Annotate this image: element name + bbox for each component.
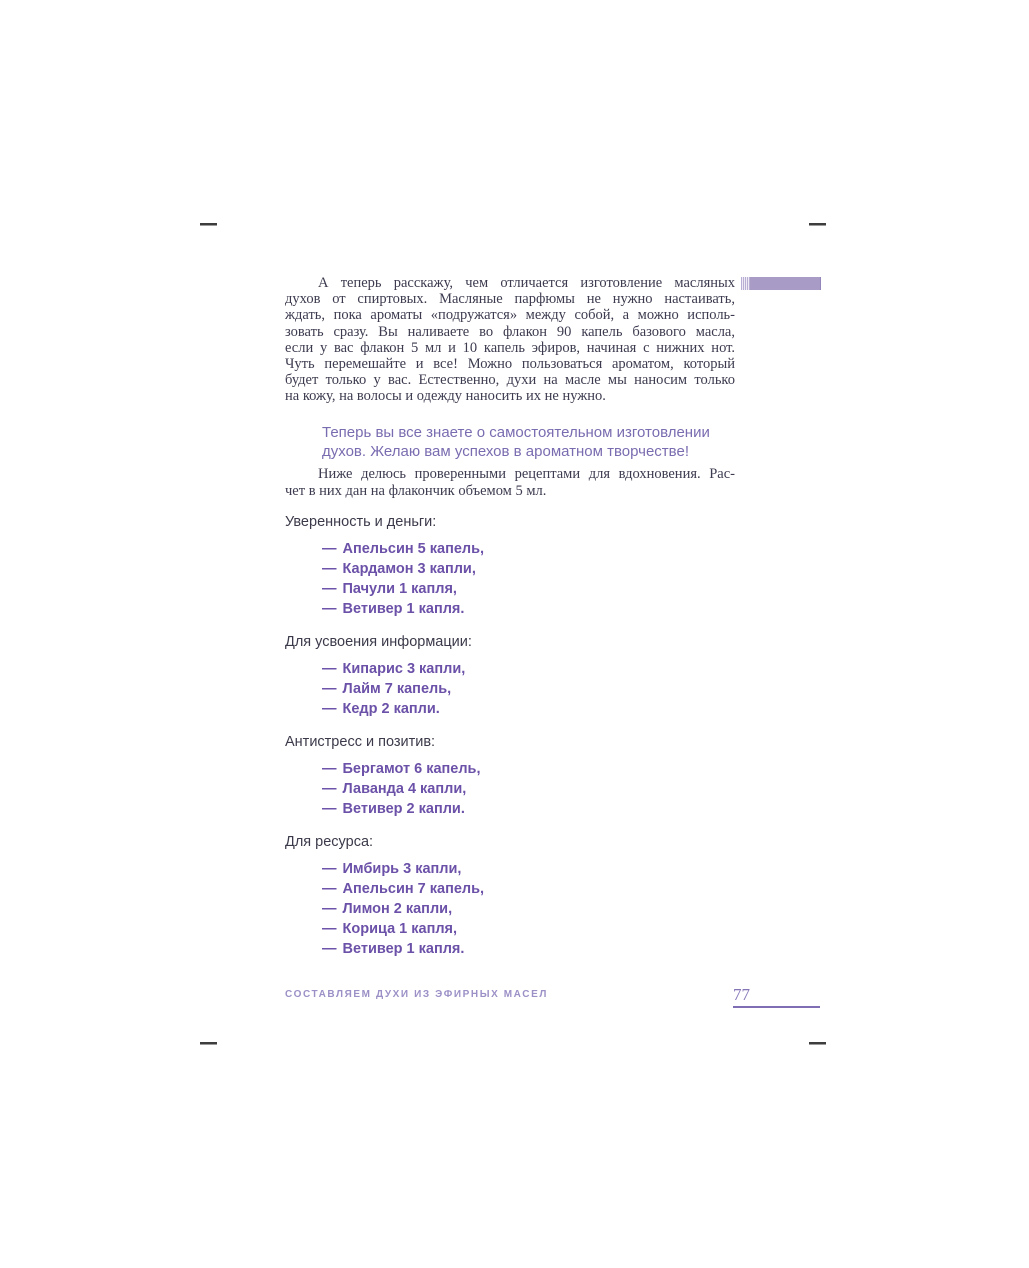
text-line: Чуть перемешайте и все! Можно пользоваться ароматом, который [285,356,735,373]
list-dash: — [322,880,337,897]
list-dash: — [322,940,337,957]
recipe-title: Уверенность и деньги: [285,513,437,530]
text-line: будет только у вас. Естественно, духи на масле мы наносим только [285,372,735,389]
list-dash: — [322,600,337,617]
crop-mark-top-right [809,223,826,226]
recipe-items-list [285,859,735,959]
recipe-item-text: Имбирь 3 капли, [342,860,462,877]
author-quote-block [322,423,735,462]
text-line: А теперь расскажу, чем отличается изготовление масляных [318,275,735,291]
recipe-item-text: Апельсин 7 капель, [342,880,485,897]
text-line: духов. Желаю вам успехов в ароматном творчестве! [322,443,689,461]
recipe-item [322,579,735,599]
running-footer-title: СОСТАВЛЯЕМ ДУХИ ИЗ ЭФИРНЫХ МАСЕЛ [285,989,548,1000]
recipe-item [322,599,735,619]
recipe-item [322,759,735,779]
recipe-item-text: Ветивер 1 капля. [342,940,465,957]
recipe-item-text: Кипарис 3 капли, [342,660,466,677]
recipe-item-text: Корица 1 капля, [342,920,458,937]
recipe-item [322,559,735,579]
recipe-item-text: Лаванда 4 капли, [342,780,467,797]
recipe-item [322,799,735,819]
recipe-item [322,879,735,899]
list-dash: — [322,800,337,817]
paragraph-oil-vs-alcohol-perfume [285,275,735,405]
text-line: чет в них дан на флакончик объемом 5 мл. [285,482,547,499]
recipe-block [285,733,735,819]
recipe-items-list [285,759,735,819]
recipe-item [322,539,735,559]
recipe-item-text: Кардамон 3 капли, [342,560,476,577]
page-content [285,275,735,959]
recipe-items-list [285,539,735,619]
recipe-item [322,919,735,939]
recipe-item [322,699,735,719]
page-number: 77 [733,985,750,1004]
crop-mark-top-left [200,223,217,226]
recipe-title: Антистресс и позитив: [285,733,436,750]
text-line: духов от спиртовых. Масляные парфюмы не нужно настаивать, [285,291,735,308]
text-line: Ниже делюсь проверенными рецептами для вдохновения. Рас- [318,466,735,483]
list-dash: — [322,680,337,697]
text-line: на кожу, на волосы и одежду наносить их не нужно. [285,388,606,405]
list-dash: — [322,920,337,937]
text-line: если у вас флакон 5 мл и 10 капель эфиров, начиная с нижних нот. [285,339,735,356]
recipe-title: Для усвоения информации: [285,633,472,650]
recipe-item-text: Бергамот 6 капель, [342,760,481,777]
recipe-item [322,859,735,879]
list-dash: — [322,760,337,777]
page-number-rule [733,1006,820,1008]
crop-mark-bottom-right [809,1042,826,1045]
recipe-item-text: Апельсин 5 капель, [342,540,485,557]
recipe-item [322,679,735,699]
list-dash: — [322,780,337,797]
list-dash: — [322,900,337,917]
recipe-item [322,939,735,959]
recipe-title: Для ресурса: [285,833,374,850]
recipe-item-text: Ветивер 2 капли. [342,800,465,817]
recipe-block [285,513,735,619]
list-dash: — [322,660,337,677]
list-dash: — [322,540,337,557]
list-dash: — [322,580,337,597]
bar-stripes-decoration [741,277,750,290]
list-dash: — [322,700,337,717]
list-dash: — [322,560,337,577]
recipe-block [285,633,735,719]
recipe-items-list [285,659,735,719]
paragraph-recipes-intro [285,466,735,498]
recipe-item-text: Пачули 1 капля, [342,580,457,597]
decorative-purple-bar [741,277,821,290]
recipes-section [285,513,735,959]
recipe-item [322,659,735,679]
recipe-item [322,899,735,919]
recipe-block [285,833,735,959]
recipe-item-text: Лайм 7 капель, [342,680,452,697]
recipe-item-text: Кедр 2 капли. [342,700,440,717]
recipe-item-text: Ветивер 1 капля. [342,600,465,617]
recipe-item-text: Лимон 2 капли, [342,900,453,917]
recipe-item [322,779,735,799]
list-dash: — [322,860,337,877]
text-line: зовать сразу. Вы наливаете во флакон 90 капель базового масла, [285,323,735,340]
text-line: Теперь вы все знаете о самостоятельном изготовлении [322,423,710,441]
crop-mark-bottom-left [200,1042,217,1045]
text-line: ждать, пока ароматы «подружатся» между собой, а можно исполь- [285,307,735,324]
